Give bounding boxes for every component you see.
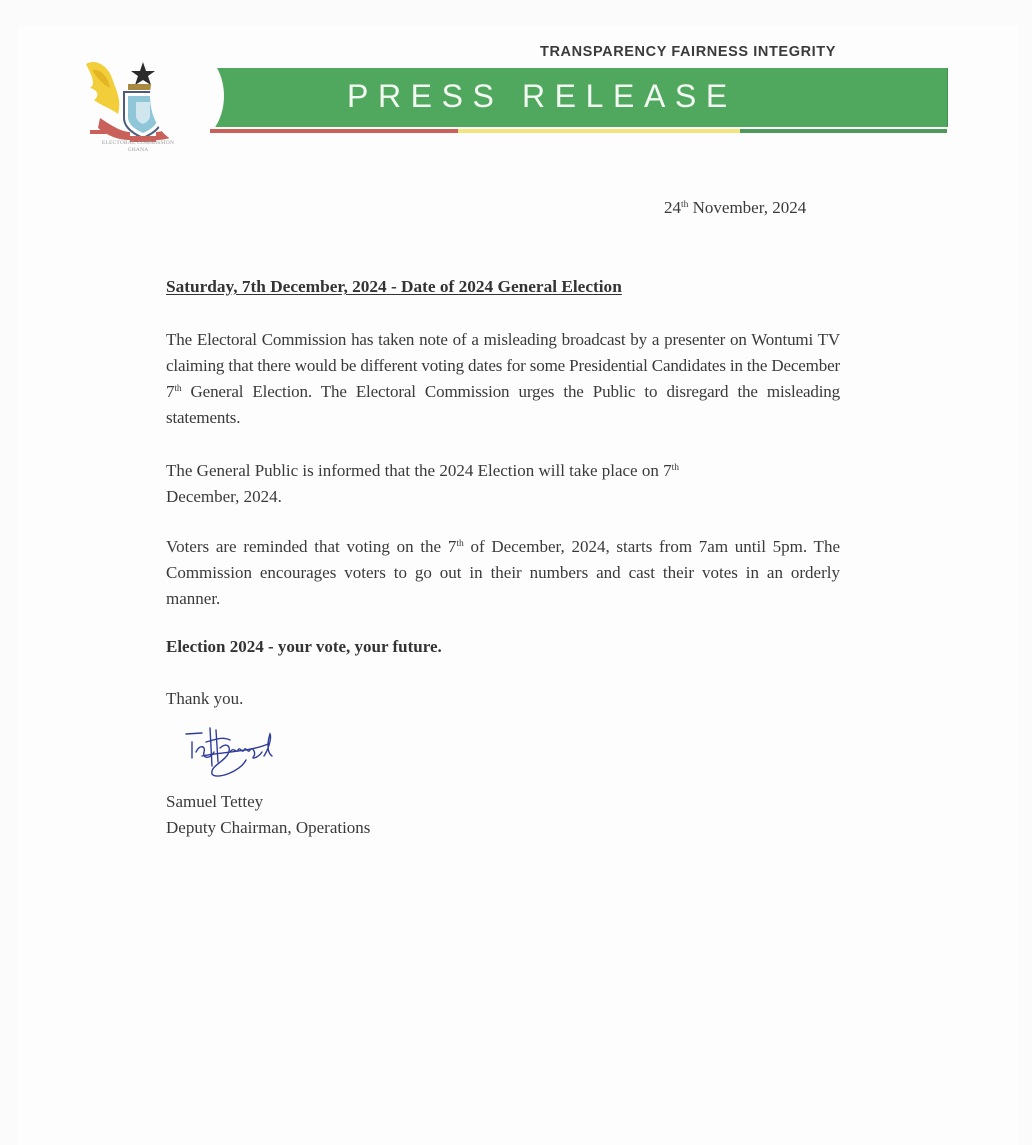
paragraph-3-text-b: of December, 2024, starts from 7am until 5pm. The Commission encourages voters to go out in their numbers and cast their votes in an orderly manner. [166, 537, 840, 608]
paragraph-3 [166, 534, 840, 612]
slogan: Election 2024 - your vote, your future. [166, 637, 442, 656]
paragraph-2-text-b: December, 2024. [166, 487, 282, 506]
paragraph-1-text-b: General Election. The Electoral Commission urges the Public to disregard the misleading statements. [166, 382, 840, 427]
banner-title: PRESS RELEASE [347, 78, 737, 114]
paragraph-2-text-a: The General Public is informed that the 2024 Election will take place on 7 [166, 461, 672, 480]
date-day: 24 [664, 198, 681, 217]
paragraph-3-sup: th [456, 539, 464, 549]
signer-name: Samuel Tettey [166, 792, 264, 811]
date-suffix: th [681, 200, 689, 210]
release-date [664, 198, 806, 218]
paragraph-1-sup: th [174, 384, 182, 394]
handwritten-signature-icon [180, 722, 290, 782]
paragraph-2 [166, 458, 840, 510]
organization-caption-line1: ELECTORAL COMMISSION [101, 140, 175, 146]
paragraph-3-text-a: Voters are reminded that voting on the 7 [166, 537, 457, 556]
headline: Saturday, 7th December, 2024 - Date of 2024 General Election [166, 277, 622, 296]
stripe-yellow [458, 129, 740, 133]
date-rest: November, 2024 [688, 198, 807, 217]
tagline: TRANSPARENCY FAIRNESS INTEGRITY [540, 44, 837, 60]
closing-text: Thank you. [166, 689, 244, 708]
signer-title: Deputy Chairman, Operations [166, 818, 371, 837]
stripe-green [740, 129, 947, 133]
paragraph-2-sup: th [671, 463, 679, 473]
paragraph-1-text-a: The Electoral Commission has taken note of a misleading broadcast by a presenter on Wontumi TV claiming that there would be different voting dates for some Presidential Candidates in the December 7 [166, 330, 840, 401]
paragraph-1 [166, 327, 840, 431]
stripe-red [210, 129, 458, 133]
organization-caption-line2: GHANA [127, 147, 149, 153]
